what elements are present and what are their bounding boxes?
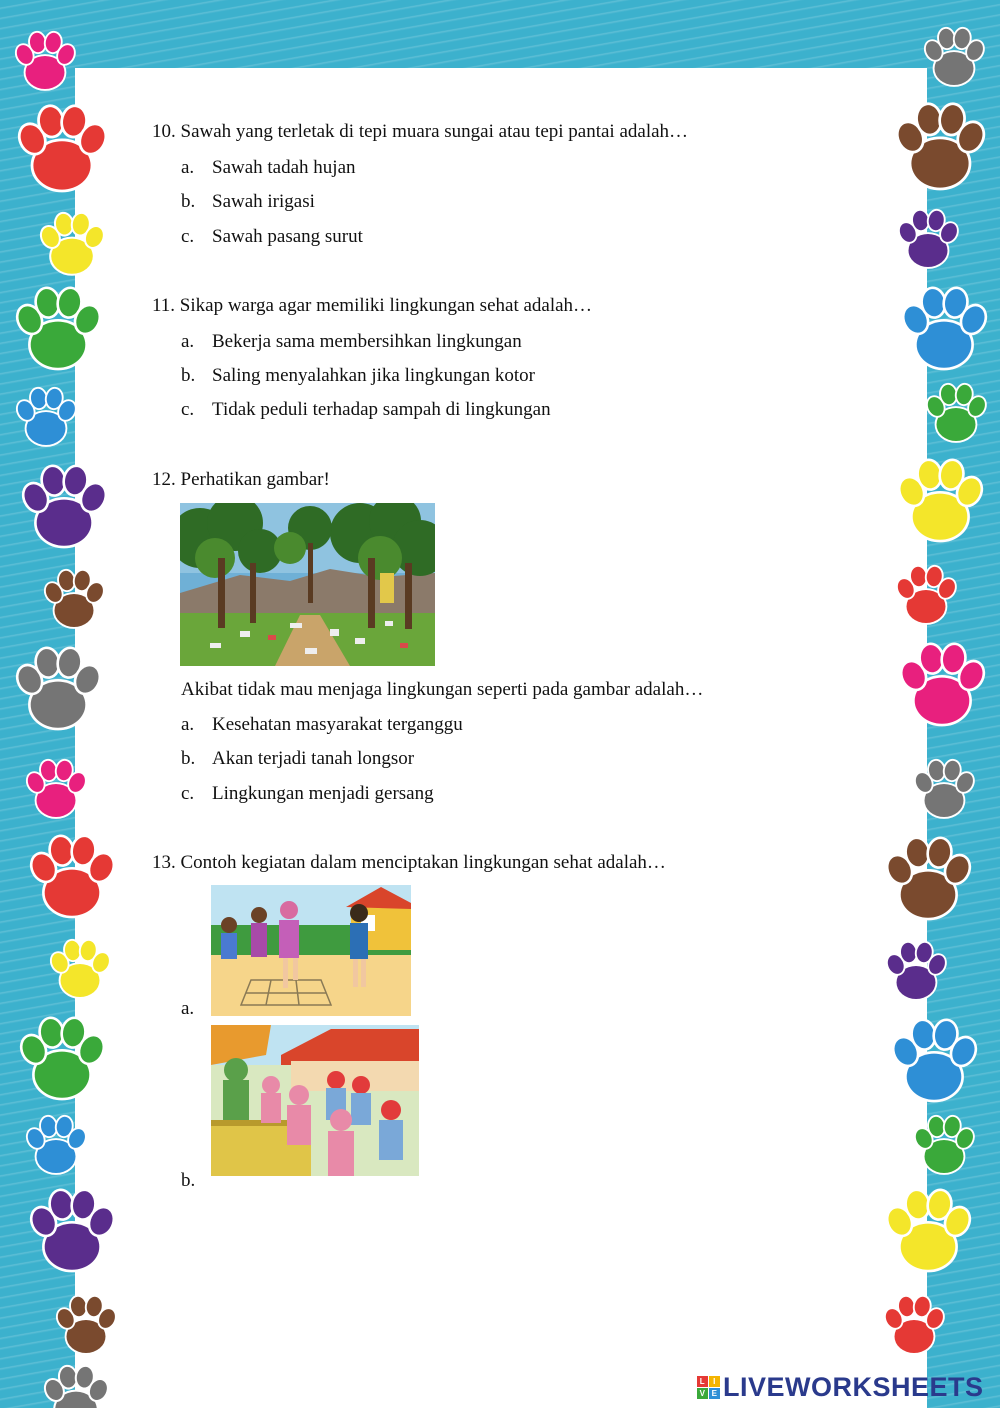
option-text: Sawah tadah hujan xyxy=(212,157,356,178)
question-11 xyxy=(152,294,592,318)
option-10b[interactable] xyxy=(181,190,315,214)
logo-text: LIVEWORKSHEETS xyxy=(723,1371,984,1402)
option-text: Saling menyalahkan jika lingkungan kotor xyxy=(212,365,535,386)
option-12b[interactable] xyxy=(181,747,414,771)
option-letter: b. xyxy=(181,1170,196,1191)
option-11a[interactable] xyxy=(181,330,522,354)
option-12a[interactable] xyxy=(181,713,463,737)
option-text: Tidak peduli terhadap sampah di lingkungan xyxy=(212,399,551,420)
option-letter: a. xyxy=(181,714,195,735)
question-10 xyxy=(152,120,688,144)
question-12 xyxy=(152,468,330,492)
option-letter: b. xyxy=(181,191,196,212)
question-number: 10. xyxy=(152,121,176,142)
question-12-stem: Akibat tidak mau menjaga lingkungan seperti pada gambar adalah… xyxy=(181,679,704,700)
children-at-canteen-image[interactable] xyxy=(211,1025,419,1176)
option-text: Akan terjadi tanah longsor xyxy=(212,748,415,769)
polluted-forest-image xyxy=(180,503,435,666)
option-letter: b. xyxy=(181,365,196,386)
option-text: Lingkungan menjadi gersang xyxy=(212,783,434,804)
option-13b[interactable] xyxy=(181,1169,212,1193)
option-letter: a. xyxy=(181,331,195,352)
question-text: Perhatikan gambar! xyxy=(180,469,330,490)
option-letter: c. xyxy=(181,783,195,804)
question-number: 12. xyxy=(152,469,176,490)
option-letter: c. xyxy=(181,226,195,247)
option-text: Bekerja sama membersihkan lingkungan xyxy=(212,331,522,352)
option-letter: a. xyxy=(181,998,195,1019)
option-10c[interactable] xyxy=(181,225,363,249)
option-13a[interactable] xyxy=(181,997,212,1021)
option-10a[interactable] xyxy=(181,156,356,180)
option-letter: c. xyxy=(181,399,195,420)
question-number: 13. xyxy=(152,852,176,873)
question-number: 11. xyxy=(152,295,176,316)
question-text: Sikap warga agar memiliki lingkungan sehat adalah… xyxy=(179,295,593,316)
option-letter: b. xyxy=(181,748,196,769)
children-playing-image[interactable] xyxy=(211,885,411,1016)
liveworksheets-logo-icon: L I V E xyxy=(697,1376,720,1399)
option-text: Kesehatan masyarakat terganggu xyxy=(212,714,463,735)
option-text: Sawah pasang surut xyxy=(212,226,363,247)
question-text: Contoh kegiatan dalam menciptakan lingkungan sehat adalah… xyxy=(180,852,666,873)
option-letter: a. xyxy=(181,157,195,178)
option-text: Sawah irigasi xyxy=(212,191,315,212)
question-13 xyxy=(152,851,666,875)
option-11b[interactable] xyxy=(181,364,535,388)
option-11c[interactable] xyxy=(181,398,551,422)
option-12c[interactable] xyxy=(181,782,434,806)
liveworksheets-logo xyxy=(697,1372,984,1402)
question-text: Sawah yang terletak di tepi muara sungai atau tepi pantai adalah… xyxy=(180,121,689,142)
